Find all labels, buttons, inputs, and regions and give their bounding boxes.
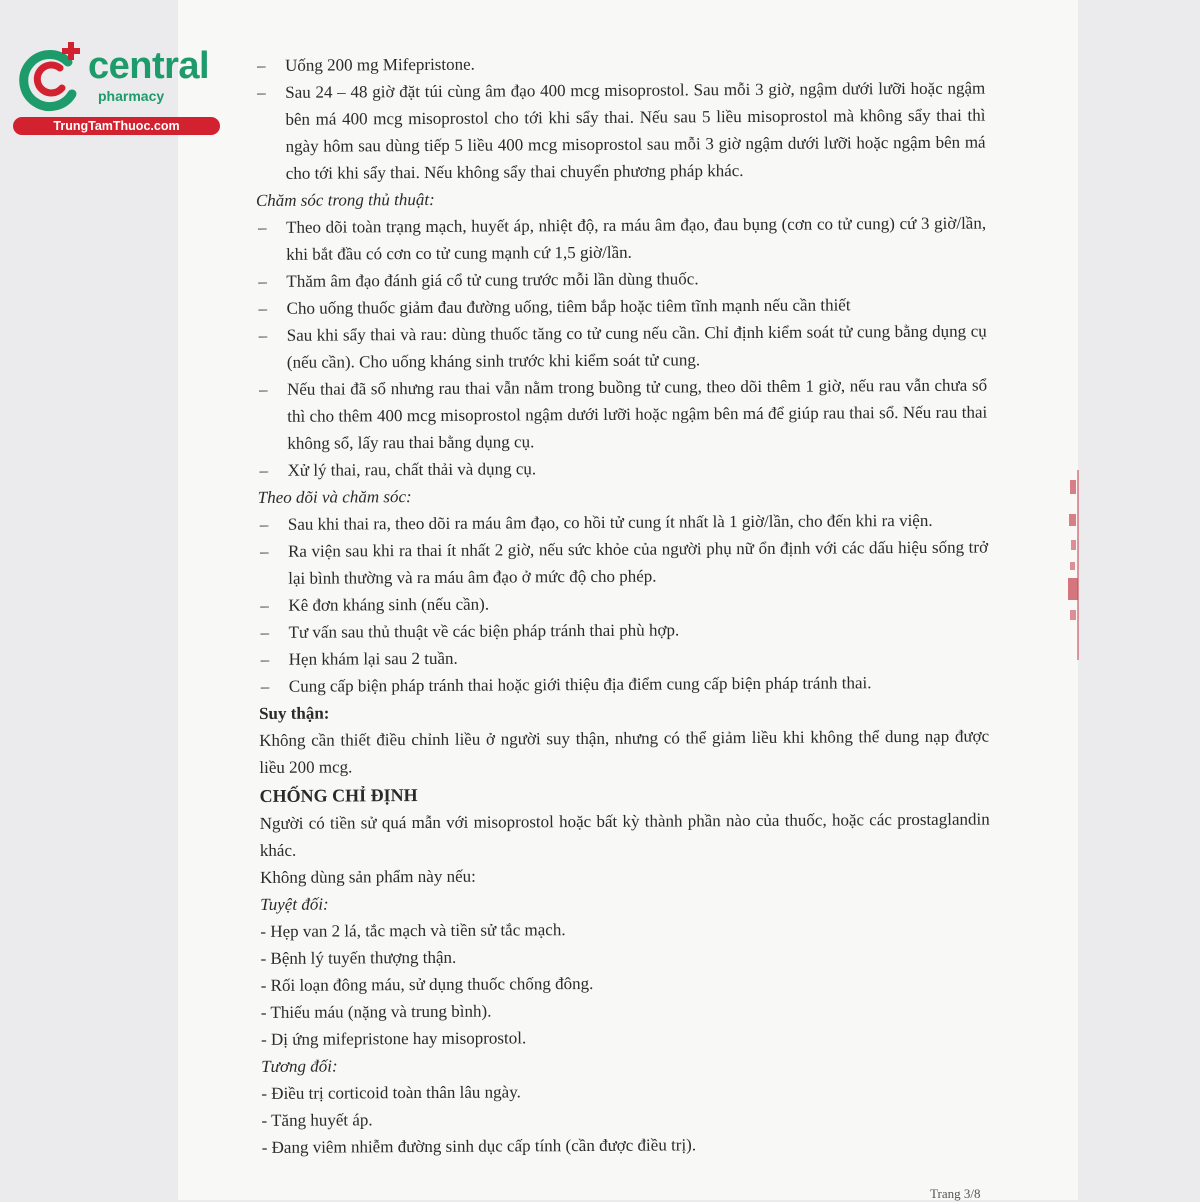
care-item: – Sau khi sẩy thai và rau: dùng thuốc tăng co tử cung nếu cần. Chỉ định kiểm soát tử cung bằng dụng cụ (nếu cần). Cho uống kháng sinh trước khi kiểm soát tử cung. bbox=[257, 318, 987, 376]
pharmacy-cross-icon bbox=[10, 38, 90, 118]
renal-text: Không cần thiết điều chỉnh liều ở người suy thận, nhưng có thể giảm liều khi không thể dung nạp được liều 200 mcg. bbox=[259, 726, 990, 777]
absolute-title: Tuyệt đối: bbox=[260, 894, 329, 914]
follow-item: – Ra viện sau khi ra thai ít nhất 2 giờ, nếu sức khỏe của người phụ nữ ổn định với các dấu hiệu sống trở lại bình thường và ra máu âm đạo ở mức độ cho phép. bbox=[258, 534, 988, 592]
follow-item: – Cung cấp biện pháp tránh thai hoặc giới thiệu địa điểm cung cấp biện pháp tránh thai. bbox=[259, 669, 989, 700]
absolute-item: - Dị ứng mifepristone hay misoprostol. bbox=[260, 1028, 527, 1049]
no-use-text: Không dùng sản phẩm này nếu: bbox=[259, 866, 476, 887]
care-item: – Theo dõi toàn trạng mạch, huyết áp, nhiệt độ, ra máu âm đạo, đau bụng (cơn co tử cung) cứ 3 giờ/lần, khi bắt đầu có cơn co tử cung mạnh cứ 1,5 giờ/lần. bbox=[256, 210, 986, 268]
care-section-title: Chăm sóc trong thủ thuật: bbox=[255, 189, 435, 210]
absolute-item: - Hẹp van 2 lá, tắc mạch và tiền sử tắc mạch. bbox=[260, 920, 566, 941]
page-number: Trang 3/8 bbox=[930, 1186, 981, 1201]
dose-item: – Sau 24 – 48 giờ đặt túi cùng âm đạo 400 mcg misoprostol. Sau mỗi 3 giờ, ngậm dưới lưỡi hoặc ngậm bên má 400 mcg misoprostol cho tới khi sẩy thai. Nếu sau 5 liều misoprostol mà không sẩy thai thì ngày hôm sau dùng tiếp 5 liều 400 mcg misoprostol sau mỗi 3 giờ ngậm dưới lưỡi hoặc ngậm bên má cho tới khi sẩy thai. Nếu không sẩy thai chuyển phương pháp khác. bbox=[255, 75, 986, 187]
care-item: – Cho uống thuốc giảm đau đường uống, tiêm bắp hoặc tiêm tĩnh mạnh nếu cần thiết bbox=[256, 291, 986, 322]
follow-item: – Kê đơn kháng sinh (nếu cần). bbox=[258, 588, 988, 619]
follow-item: – Tư vấn sau thủ thuật về các biện pháp tránh thai phù hợp. bbox=[258, 615, 988, 646]
central-pharmacy-logo[interactable] bbox=[10, 38, 215, 138]
relative-title: Tương đối: bbox=[261, 1056, 338, 1076]
document-content bbox=[255, 48, 992, 1161]
relative-item: - Tăng huyết áp. bbox=[261, 1110, 373, 1130]
dose-item: – Uống 200 mg Mifepristone. bbox=[255, 48, 985, 79]
logo-url[interactable]: TrungTamThuoc.com bbox=[13, 117, 220, 135]
follow-item: – Hẹn khám lại sau 2 tuần. bbox=[259, 642, 989, 673]
relative-item: - Điều trị corticoid toàn thân lâu ngày. bbox=[261, 1082, 521, 1103]
red-stamp-fragment bbox=[1066, 470, 1082, 660]
care-item: – Nếu thai đã sổ nhưng rau thai vẫn nằm trong buồng tử cung, theo dõi thêm 1 giờ, nếu rau vẫn chưa sổ thì cho thêm 400 mcg misoprostol ngậm dưới lưỡi hoặc ngậm bên má để giúp rau thai sổ. Nếu rau thai không sổ, lấy rau thai bằng dụng cụ. bbox=[257, 372, 987, 457]
follow-item: – Sau khi thai ra, theo dõi ra máu âm đạo, co hồi tử cung ít nhất là 1 giờ/lần, cho đến khi ra viện. bbox=[258, 507, 988, 538]
absolute-item: - Bệnh lý tuyến thượng thận. bbox=[260, 947, 457, 968]
absolute-item: - Rối loạn đông máu, sử dụng thuốc chống đông. bbox=[260, 973, 594, 995]
logo-sub: pharmacy bbox=[98, 88, 165, 104]
renal-title: Suy thận: bbox=[258, 703, 330, 723]
contraindication-text: Người có tiền sử quá mẫn với misoprostol hoặc bất kỳ thành phần nào của thuốc, hoặc các prostaglandin khác. bbox=[259, 809, 990, 860]
contraindication-heading: CHỐNG CHỈ ĐỊNH bbox=[259, 785, 418, 806]
relative-item: - Đang viêm nhiễm đường sinh dục cấp tính (cần được điều trị). bbox=[261, 1135, 697, 1157]
care-item: – Xử lý thai, rau, chất thải và dụng cụ. bbox=[257, 453, 987, 484]
logo-name: central bbox=[88, 45, 210, 87]
absolute-item: - Thiếu máu (nặng và trung bình). bbox=[260, 1001, 492, 1022]
care-item: – Thăm âm đạo đánh giá cổ tử cung trước mỗi lần dùng thuốc. bbox=[256, 264, 986, 295]
follow-section-title: Theo dõi và chăm sóc: bbox=[257, 487, 412, 507]
